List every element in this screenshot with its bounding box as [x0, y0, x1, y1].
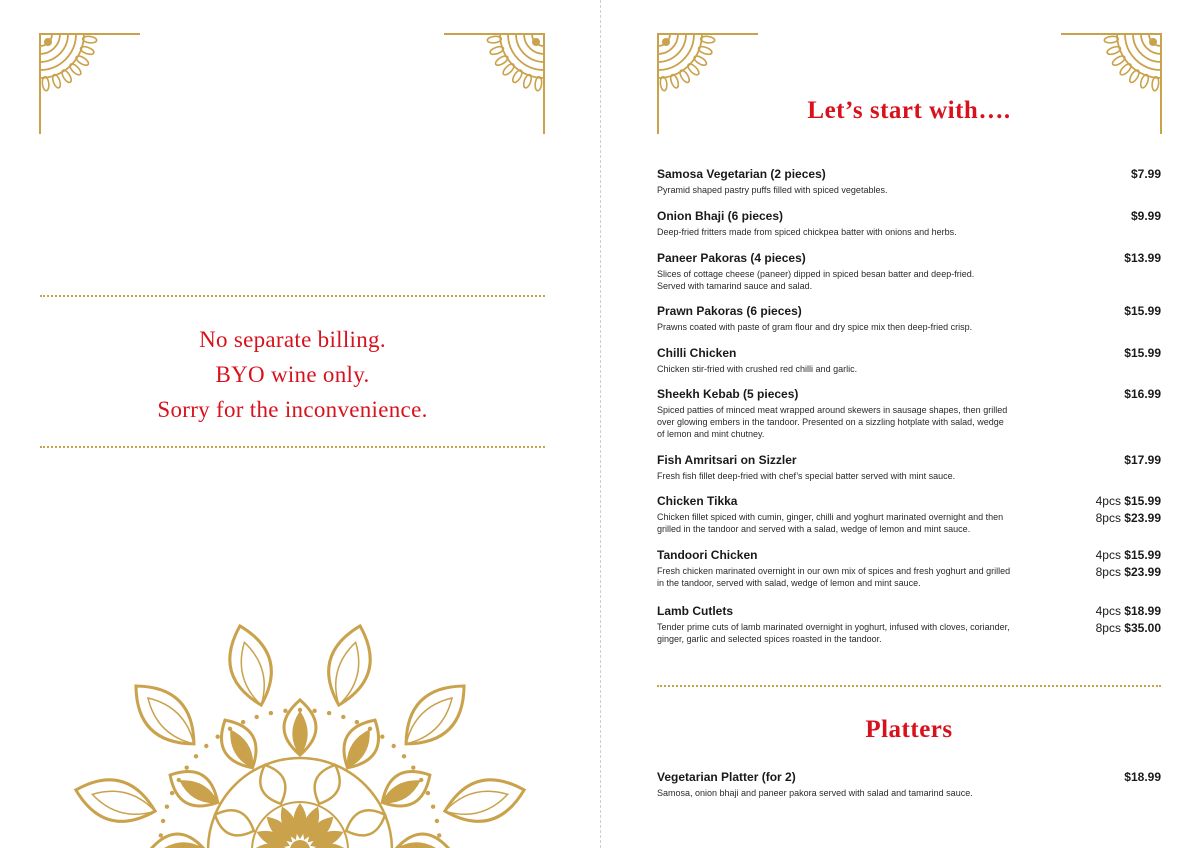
item-name: Lamb Cutlets [657, 604, 734, 618]
item-price [1124, 251, 1161, 268]
section-title-platters: Platters [865, 716, 953, 743]
item-name: Prawn Pakoras (6 pieces) [657, 304, 802, 318]
price-amount: $13.99 [1124, 251, 1161, 265]
item-name: Chilli Chicken [657, 346, 737, 360]
item-price [1124, 304, 1161, 321]
item-price [1124, 770, 1161, 787]
item-description [657, 787, 1057, 799]
item-description [657, 184, 1057, 196]
notice-line: BYO wine only. [215, 362, 370, 387]
price-row [1096, 565, 1161, 582]
price-amount: $7.99 [1130, 167, 1161, 181]
corner-ornament-icon [442, 32, 546, 136]
menu-item [657, 453, 1161, 482]
menu-item [657, 304, 1161, 333]
item-description-line: Fresh fish fillet deep-fried with chef’s special batter served with mint sauce. [657, 471, 956, 481]
price-amount: $18.99 [1124, 604, 1161, 618]
item-description-line: ginger, garlic and selected spices roasted in the tandoor. [657, 634, 882, 644]
corner-ornament-icon [38, 32, 142, 136]
menu-item [657, 387, 1161, 440]
notice-line: Sorry for the inconvenience. [157, 397, 428, 422]
price-row [1124, 251, 1161, 268]
menu-item [657, 346, 1161, 375]
item-name: Vegetarian Platter (for 2) [657, 770, 796, 784]
portion-size: 4pcs [1095, 548, 1121, 562]
price-amount: $15.99 [1124, 548, 1161, 562]
price-amount: $9.99 [1130, 209, 1161, 223]
item-price [1124, 453, 1161, 470]
item-name: Chicken Tikka [657, 494, 738, 508]
item-price [1096, 494, 1161, 528]
item-description [657, 363, 1057, 375]
item-price [1131, 209, 1161, 226]
item-description-line: Served with tamarind sauce and salad. [657, 281, 813, 291]
item-name: Tandoori Chicken [657, 548, 758, 562]
item-description-line: in the tandoor, served with salad, wedge of lemon and mint sauce. [657, 578, 921, 588]
price-amount: $35.00 [1124, 621, 1161, 635]
item-price [1131, 167, 1161, 184]
price-row [1096, 548, 1161, 565]
price-row [1096, 494, 1161, 511]
portion-size: 4pcs [1095, 494, 1121, 508]
item-description-line: over glowing embers in the tandoor. Presented on a sizzling hotplate with salad, wedge [657, 417, 1004, 427]
item-name: Paneer Pakoras (4 pieces) [657, 251, 806, 265]
menu-item [657, 167, 1161, 196]
menu-item [657, 604, 1161, 645]
item-description [657, 621, 1057, 645]
item-description-line: Fresh chicken marinated overnight in our own mix of spices and fresh yoghurt and grilled [657, 566, 1011, 576]
menu-item [657, 548, 1161, 589]
notice-line: No separate billing. [199, 327, 386, 352]
item-description-line: Chicken stir-fried with crushed red chilli and garlic. [657, 364, 858, 374]
item-description [657, 321, 1057, 333]
item-description [657, 565, 1057, 589]
item-price [1124, 346, 1161, 363]
price-amount: $15.99 [1124, 346, 1161, 360]
item-description [657, 511, 1057, 535]
item-description-line: grilled in the tandoor and served with a salad, wedge of lemon and mint sauce. [657, 524, 971, 534]
price-row [1124, 453, 1161, 470]
right-page [601, 0, 1200, 848]
price-row [1131, 209, 1161, 226]
price-row [1124, 346, 1161, 363]
menu-item [657, 251, 1161, 292]
price-amount: $15.99 [1124, 304, 1161, 318]
section-title-starters: Let’s start with…. [807, 97, 1011, 124]
item-description-line: Tender prime cuts of lamb marinated overnight in yoghurt, infused with cloves, coriander, [657, 622, 1010, 632]
price-amount: $15.99 [1124, 494, 1161, 508]
notice-text [40, 322, 545, 427]
item-name: Fish Amritsari on Sizzler [657, 453, 797, 467]
portion-size: 8pcs [1095, 511, 1121, 525]
portion-size: 8pcs [1095, 565, 1121, 579]
price-row [1124, 304, 1161, 321]
menu-item [657, 770, 1161, 799]
item-description-line: Pyramid shaped pastry puffs filled with spiced vegetables. [657, 185, 888, 195]
item-price [1096, 604, 1161, 638]
item-name: Onion Bhaji (6 pieces) [657, 209, 784, 223]
price-row [1096, 604, 1161, 621]
item-description-line: Deep-fried fritters made from spiced chickpea batter with onions and herbs. [657, 227, 957, 237]
item-description-line: Spiced patties of minced meat wrapped around skewers in sausage shapes, then grilled [657, 405, 1008, 415]
price-row [1131, 167, 1161, 184]
price-row [1124, 770, 1161, 787]
item-description [657, 226, 1057, 238]
item-price [1096, 548, 1161, 582]
price-row [1124, 387, 1161, 404]
mandala-icon [60, 615, 540, 848]
item-price [1124, 387, 1161, 404]
item-description [657, 268, 1057, 292]
price-row [1096, 621, 1161, 638]
portion-size: 8pcs [1095, 621, 1121, 635]
price-amount: $23.99 [1124, 511, 1161, 525]
portion-size: 4pcs [1095, 604, 1121, 618]
divider [657, 685, 1161, 687]
price-row [1096, 511, 1161, 528]
menu-item [657, 209, 1161, 238]
item-name: Sheekh Kebab (5 pieces) [657, 387, 799, 401]
price-amount: $23.99 [1124, 565, 1161, 579]
item-description [657, 404, 1057, 440]
item-description-line: Chicken fillet spiced with cumin, ginger, chilli and yoghurt marinated overnight and then [657, 512, 1004, 522]
price-amount: $17.99 [1124, 453, 1161, 467]
item-name: Samosa Vegetarian (2 pieces) [657, 167, 826, 181]
price-amount: $18.99 [1124, 770, 1161, 784]
menu-item [657, 494, 1161, 535]
item-description-line: Slices of cottage cheese (paneer) dipped in spiced besan batter and deep-fried. [657, 269, 975, 279]
item-description-line: of lemon and mint chutney. [657, 429, 765, 439]
item-description-line: Samosa, onion bhaji and paneer pakora served with salad and tamarind sauce. [657, 788, 973, 798]
price-amount: $16.99 [1124, 387, 1161, 401]
divider [40, 446, 545, 448]
item-description [657, 470, 1057, 482]
item-description-line: Prawns coated with paste of gram flour and dry spice mix then deep-fried crisp. [657, 322, 973, 332]
divider [40, 295, 545, 297]
